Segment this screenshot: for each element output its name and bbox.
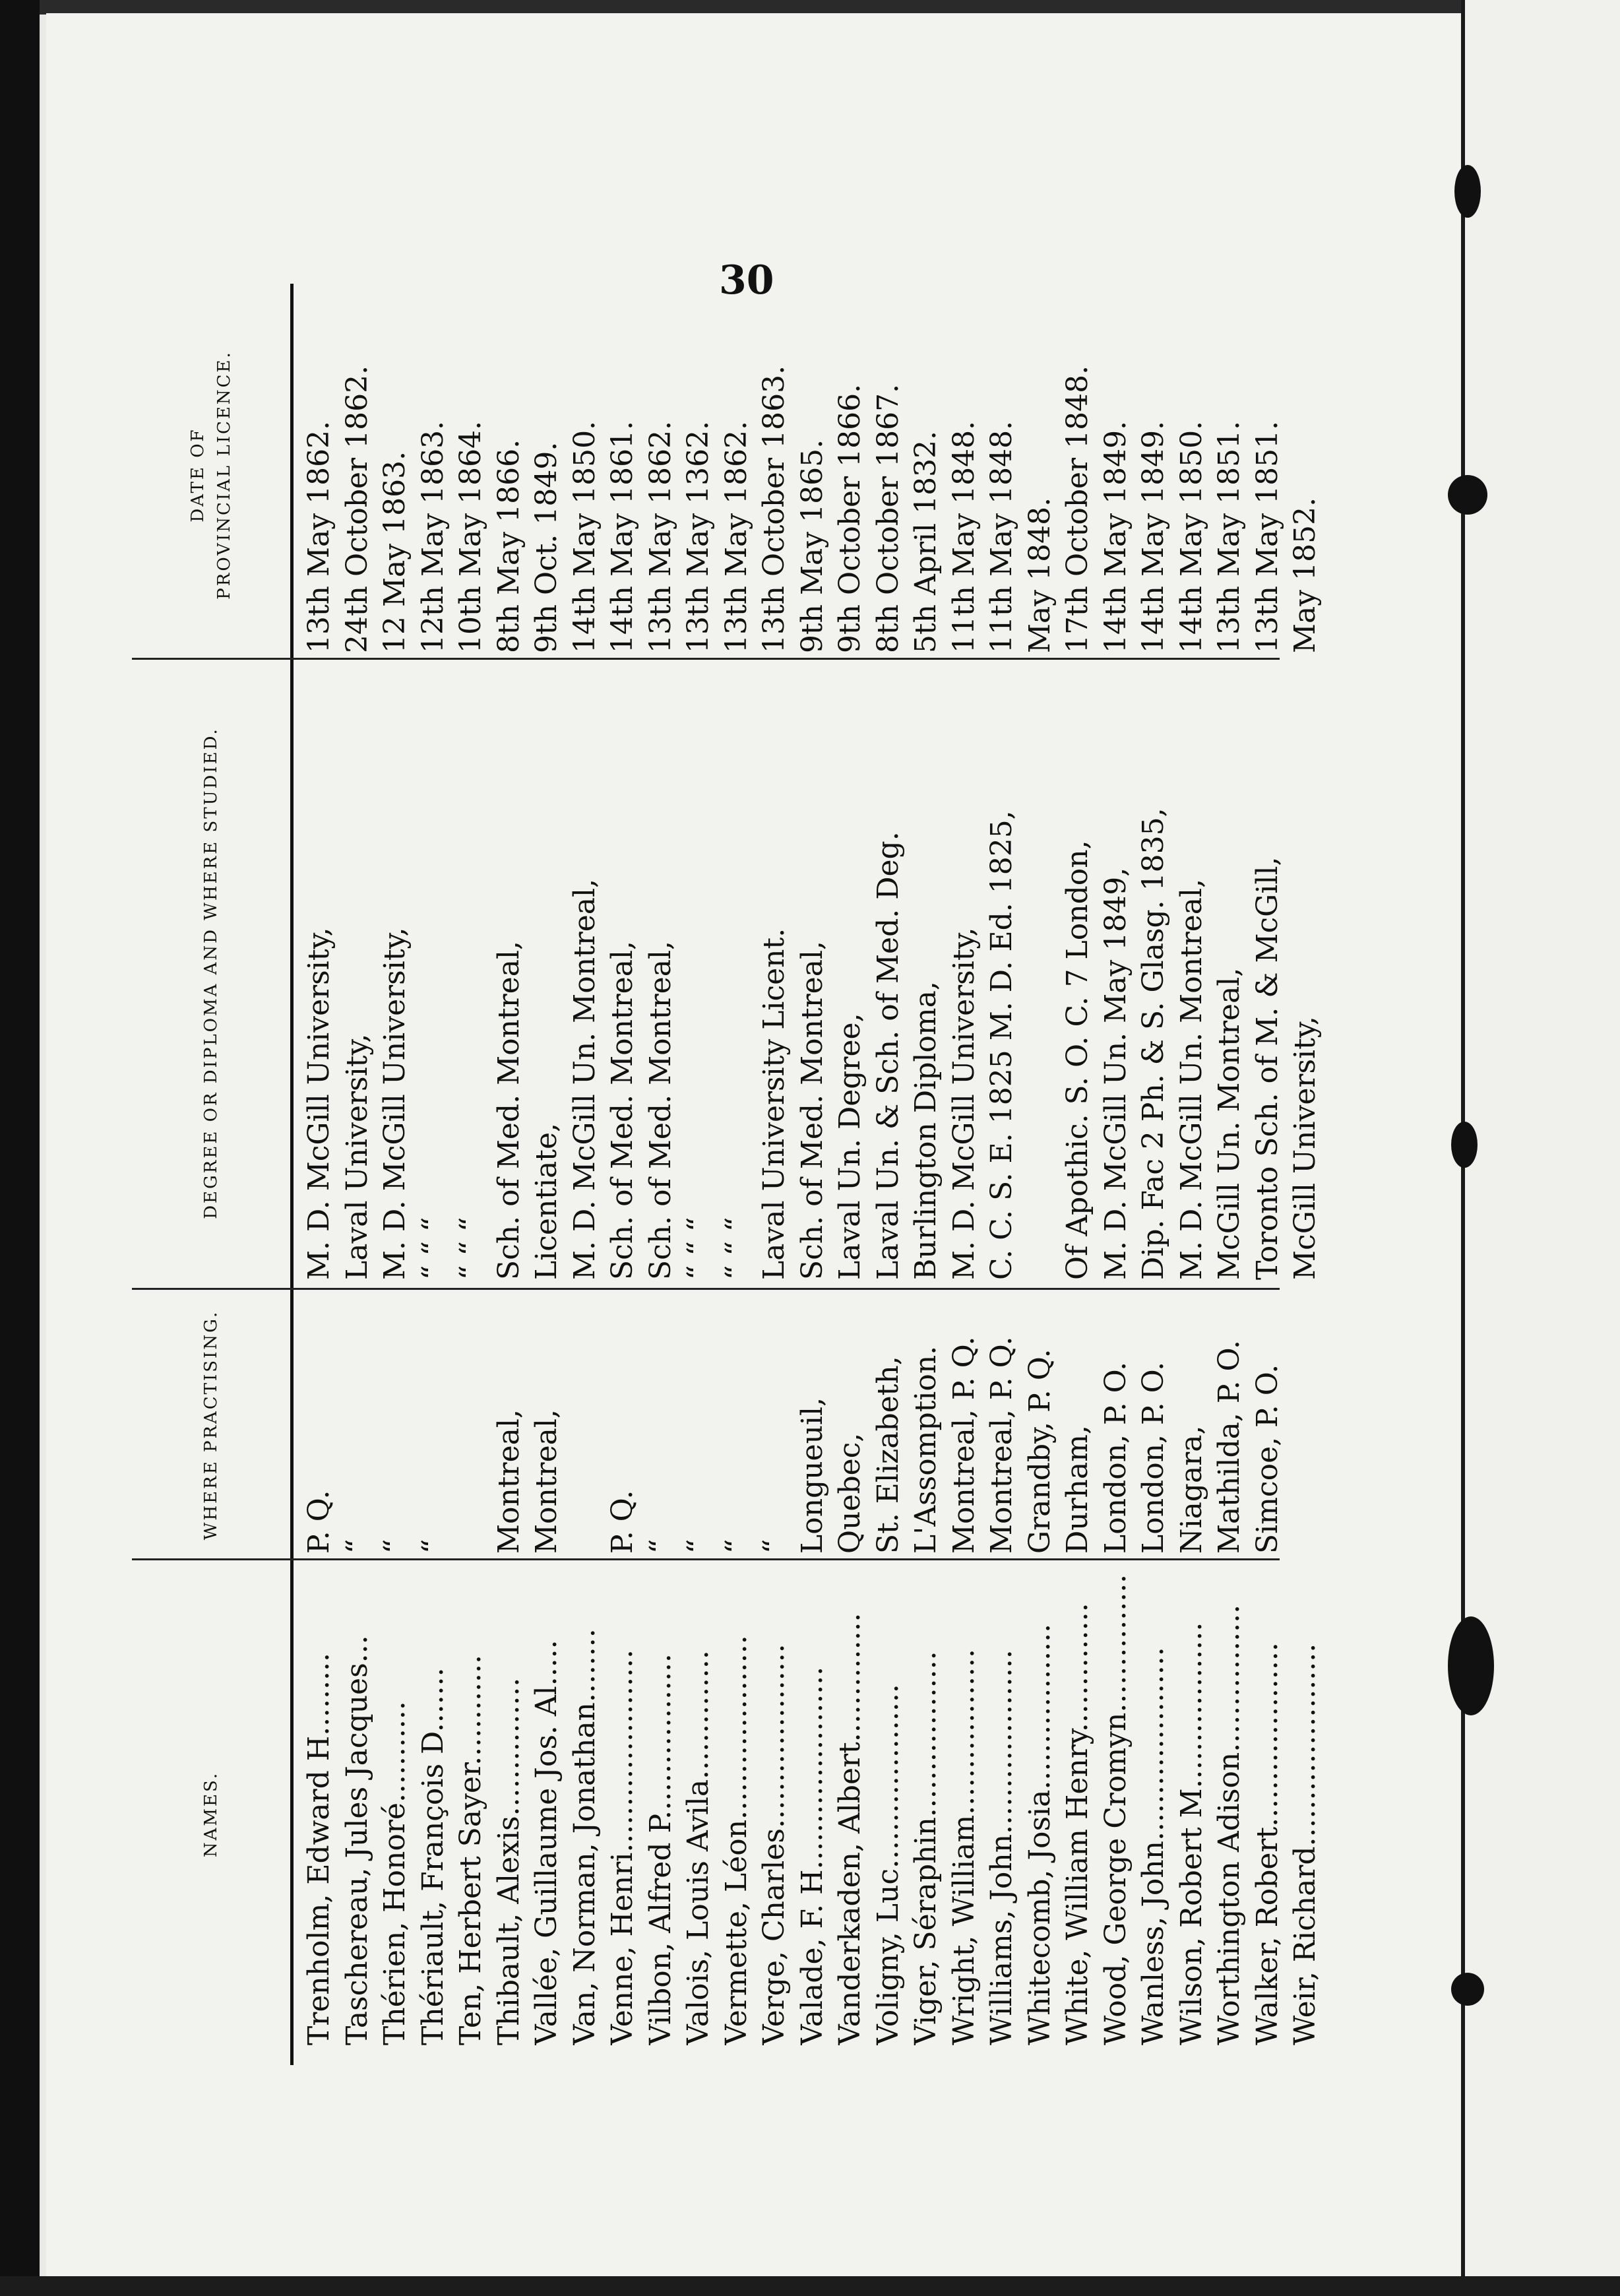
row-date: 13th May 1862. [719,420,753,653]
row-date: 13th May 1851. [1250,420,1284,653]
row-degree: M. D. McGill Un. May 1849, [1098,867,1133,1280]
table-row [679,284,718,2065]
row-name: Wright, William.................. [947,1649,981,2045]
row-degree: Laval Un. & Sch. of Med. Deg. [871,831,905,1280]
row-place: London, P. O. [1137,1361,1170,1554]
row-name: Weir, Richard...................... [1288,1643,1322,2045]
row-name: Vanderkaden, Albert.............. [833,1612,867,2045]
row-name: Valade, F. H...................... [795,1666,829,2045]
table-row [338,284,377,2065]
row-date: 14th May 1849. [1137,420,1170,653]
header-date [132,297,290,653]
table-row [604,284,642,2065]
ink-blot [1448,1616,1494,1715]
table-row [755,284,794,2065]
row-date: 12 May 1863. [378,451,412,653]
row-date: 11th May 1848. [947,420,981,653]
row-degree: “ “ “ [416,1217,450,1280]
row-date: 13th May 1851. [1212,420,1246,653]
row-date: 13th May 1862. [643,420,677,653]
scan-border-bottom [0,2276,1620,2296]
row-degree: Toronto Sch. of M. & McGill, [1250,856,1284,1280]
table-row [1249,284,1287,2065]
row-date: 14th May 1861. [606,420,639,653]
row-place: Grandby, P. Q. [1022,1349,1057,1554]
row-date: 14th May 1850. [567,420,602,653]
row-date: 9th May 1865. [795,439,829,653]
row-name: Verge, Charles.................... [757,1643,791,2045]
row-place: St. Elizabeth, [871,1356,905,1554]
ink-blot [1451,1973,1484,2006]
header-date-line2: PROVINCIAL LICENCE. [214,350,234,600]
row-degree: Sch. of Med. Montreal, [643,940,677,1280]
page-number: 30 [719,257,774,303]
row-name: Voligny, Luc.................... [871,1684,905,2045]
table-header [132,284,294,2065]
row-place: Montreal, P. Q. [947,1336,981,1554]
scan-border-top [0,0,1620,15]
table-row [376,284,414,2065]
row-name: Worthington Adison................ [1212,1604,1246,2045]
row-degree: “ “ “ [719,1217,753,1280]
row-degree: M. D. McGill University, [378,927,412,1280]
row-date: 14th May 1849. [1098,420,1133,653]
row-date: 11th May 1848. [985,420,1018,653]
row-degree: Laval Un. Degree, [833,1013,867,1280]
physician-register-table [132,284,1322,2065]
row-date: 13th May 1862. [302,420,336,653]
row-place: Montreal, [530,1409,563,1554]
row-name: Valois, Louis Avila.............. [681,1650,715,2045]
table-row [1210,284,1249,2065]
row-name: Walker, Robert.................... [1250,1642,1284,2045]
table-row [414,284,452,2065]
row-place: Longueuil, [795,1397,829,1554]
row-date: 8th October 1867. [871,383,905,653]
table-row [1097,284,1135,2065]
row-date: May 1848. [1022,497,1057,653]
row-date: 13th May 1362. [681,420,715,653]
row-name: Thériault, François D....... [416,1667,450,2045]
row-degree: Of Apothic. S. O. C. 7 London, [1061,840,1094,1280]
table-row [945,284,983,2065]
header-degree: DEGREE OR DIPLOMA AND WHERE STUDIED. [201,727,221,1219]
row-place: “ [757,1539,791,1554]
row-degree: Sch. of Med. Montreal, [606,940,639,1280]
row-name: Whitecomb, Josia.................. [1022,1623,1057,2045]
row-name: Van, Norman, Jonathan........ [567,1628,602,2045]
row-name: Wood, George Cromyn............... [1098,1574,1133,2045]
row-date: 9th October 1866. [833,383,867,653]
row-date: 12th May 1863. [416,420,450,653]
row-place: “ [643,1539,677,1554]
row-place: L'Assomption. [909,1345,943,1554]
table-row [452,284,490,2065]
row-place: P. Q. [606,1490,639,1554]
table-row [300,284,338,2065]
row-degree: M. D. McGill University, [947,927,981,1280]
row-name: Ten, Herbert Sayer............ [454,1655,487,2045]
row-date: 14th May 1850. [1174,420,1208,653]
row-place: Montreal, [491,1409,526,1554]
row-place: Quebec, [833,1432,867,1554]
row-date: 10th May 1864. [454,420,487,653]
row-date: May 1852. [1288,497,1322,653]
row-place: “ [416,1539,450,1554]
header-date-line1: DATE OF [188,428,208,523]
row-name: Taschereau, Jules Jacques... [340,1635,374,2045]
row-degree: Laval University Licent. [757,928,791,1280]
row-name: Williams, John.................... [985,1649,1018,2045]
row-place: Durham, [1061,1425,1094,1554]
row-date: 13th October 1863. [757,365,791,653]
row-place: P. Q. [302,1490,336,1554]
table-row [1021,284,1059,2065]
table-row [907,284,945,2065]
row-degree: Dip. Fac 2 Ph. & S. Glasg. 1835, [1137,808,1170,1280]
table-body [300,284,1324,2065]
table-row [1173,284,1211,2065]
ink-blot [1448,475,1487,515]
table-row [869,284,908,2065]
row-place: “ [378,1539,412,1554]
row-name: Vermette, Léon.................... [719,1635,753,2045]
row-name: Wanless, John..................... [1137,1647,1170,2045]
row-place: “ [719,1539,753,1554]
table-row [566,284,604,2065]
table-row [490,284,528,2065]
row-degree: Laval University, [340,1033,374,1280]
row-degree: Sch. of Med. Montreal, [795,940,829,1280]
row-date: 24th October 1862. [340,365,374,653]
row-degree: M. D. McGill Un. Montreal, [567,878,602,1280]
row-place: “ [340,1539,374,1554]
row-date: 5th April 1832. [909,430,943,653]
scan-border-left [0,0,40,2296]
row-place: Mathilda, P. O. [1212,1340,1246,1554]
row-degree: McGill Un. Montreal, [1212,967,1246,1280]
table-row [983,284,1021,2065]
table-row [642,284,680,2065]
row-date: 8th May 1866. [491,439,526,653]
row-degree: Sch. of Med. Montreal, [491,940,526,1280]
row-degree: Licentiate, [530,1122,563,1280]
row-name: Viger, Séraphin.................. [909,1651,943,2045]
row-date: 17th October 1848. [1061,365,1094,653]
row-date: 9th Oct. 1849. [530,441,563,653]
row-place: “ [681,1539,715,1554]
row-name: Trenholm, Edward H......... [302,1653,336,2045]
row-place: London, P. O. [1098,1361,1133,1554]
row-degree: C. C. S. E. 1825 M. D. Ed. 1825, [985,810,1018,1280]
row-name: Vallée, Guillaume Jos. Al..... [530,1640,563,2045]
row-name: White, William Henry.............. [1061,1603,1094,2045]
table-row [831,284,869,2065]
row-name: Wilson, Robert M.................. [1174,1622,1208,2045]
row-degree: M. D. McGill University, [302,927,336,1280]
row-place: Simcoe, P. O. [1250,1364,1284,1554]
header-names: NAMES. [201,1771,221,1858]
header-where-practising: WHERE PRACTISING. [201,1310,221,1541]
table-row [718,284,756,2065]
table-row [528,284,566,2065]
row-name: Thibault, Alexis............... [491,1677,526,2045]
ink-blot [1454,165,1481,218]
row-name: Vilbon, Alfred P.................. [643,1653,677,2045]
row-place: Montreal, P. Q. [985,1336,1018,1554]
row-degree: McGill University, [1288,1016,1322,1280]
row-degree: “ “ “ [681,1217,715,1280]
adjacent-page-strip [1465,0,1620,2296]
row-degree: Burlington Diploma, [909,981,943,1280]
ink-blot [1451,1122,1478,1168]
row-place: Niagara, [1174,1425,1208,1554]
table-row [1059,284,1097,2065]
table-row [1135,284,1173,2065]
row-degree: M. D. McGill Un. Montreal, [1174,878,1208,1280]
table-row [1286,284,1324,2065]
row-degree: “ “ “ [454,1217,487,1280]
row-name: Thérien, Honoré........... [378,1701,412,2045]
table-row [794,284,832,2065]
row-name: Venne, Henri...................... [606,1649,639,2045]
